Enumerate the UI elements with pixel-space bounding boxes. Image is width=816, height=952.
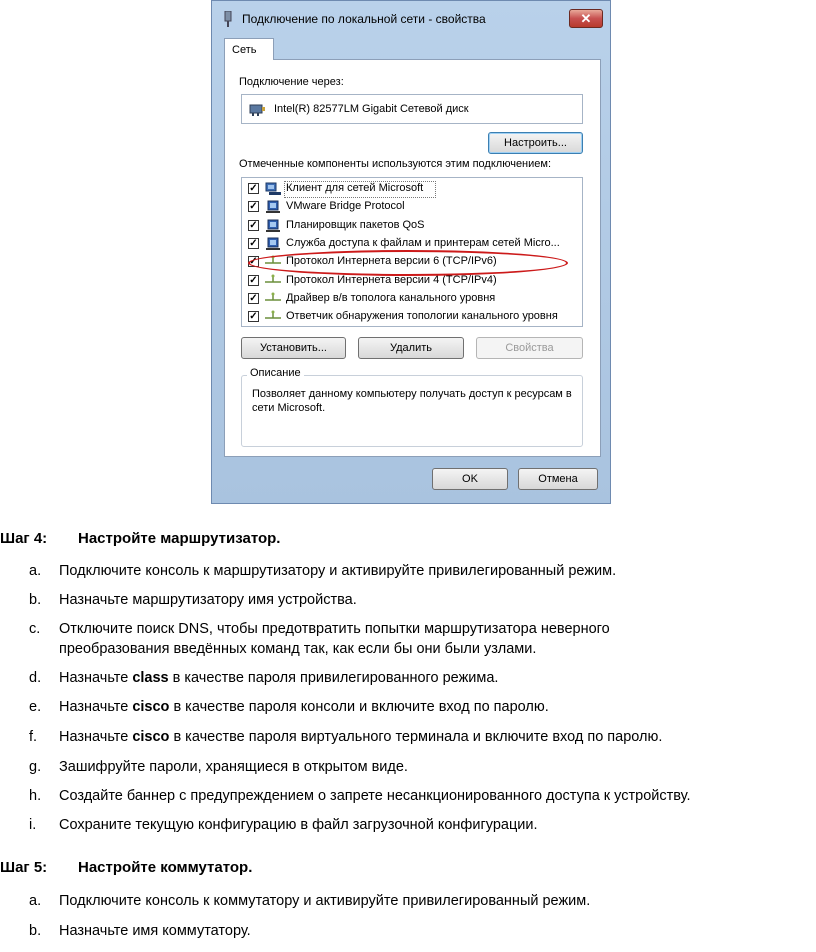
text-segment: Назначьте	[59, 670, 133, 686]
component-checkbox[interactable]: ✓	[249, 237, 258, 249]
list-text	[59, 757, 408, 777]
bold-term: cisco	[132, 699, 170, 715]
list-text	[59, 727, 662, 747]
configure-button[interactable]: Настроить...	[488, 132, 583, 154]
list-text	[59, 668, 498, 688]
step-4-heading	[0, 530, 280, 547]
component-checkbox[interactable]: ✓	[249, 274, 258, 286]
text-line: Отключите поиск DNS, чтобы предотвратить попытки маршрутизатора неверного	[59, 621, 610, 637]
network-adapter-icon	[248, 101, 266, 117]
list-marker: f.	[29, 729, 38, 745]
text-line: Создайте баннер с предупреждением о запрете несанкционированного доступа к устройству.	[59, 788, 691, 804]
description-text: Позволяет данному компьютеру получать доступ к ресурсам в сети Microsoft.	[252, 388, 572, 414]
bold-term: class	[132, 670, 169, 686]
component-checkbox[interactable]: ✓	[249, 201, 258, 213]
components-label: Отмеченные компоненты используются этим подключением:	[239, 158, 552, 170]
component-label: Ответчик обнаружения топологии канального уровня	[286, 310, 558, 323]
adapter-box	[241, 94, 583, 124]
step-number: Шаг 5:	[0, 859, 48, 876]
component-item[interactable]	[242, 290, 582, 308]
text-segment: в качестве пароля привилегированного режима.	[168, 670, 499, 686]
protocol-icon	[265, 274, 281, 288]
list-text	[59, 697, 549, 717]
step-title: Настройте маршрутизатор.	[78, 530, 281, 547]
component-checkbox[interactable]: ✓	[249, 292, 258, 304]
component-item[interactable]	[242, 308, 582, 326]
network-tab-panel	[224, 59, 601, 457]
close-button[interactable]: ✕	[569, 9, 603, 28]
protocol-icon	[265, 292, 281, 306]
text-segment: Назначьте	[59, 729, 133, 745]
component-checkbox[interactable]: ✓	[249, 311, 258, 323]
text-line: Назначьте имя коммутатору.	[59, 923, 251, 939]
text-segment: в качестве пароля консоли и включите вход по паролю.	[169, 699, 549, 715]
component-label: Служба доступа к файлам и принтерам сетей Micro...	[286, 236, 560, 249]
step-number: Шаг 4:	[0, 530, 48, 547]
component-item[interactable]	[242, 198, 582, 216]
component-label: Клиент для сетей Microsoft	[286, 182, 424, 194]
text-segment: Назначьте	[59, 699, 133, 715]
network-service-icon	[265, 200, 281, 214]
dialog-title: Подключение по локальной сети - свойства	[242, 12, 486, 26]
component-label: Драйвер в/в тополога канального уровня	[286, 291, 496, 304]
component-label: Протокол Интернета версии 6 (TCP/IPv6)	[286, 255, 497, 268]
network-adapter-icon	[222, 11, 234, 27]
list-text	[59, 590, 357, 610]
ok-button[interactable]: OK	[432, 468, 508, 490]
component-checkbox[interactable]: ✓	[249, 183, 258, 194]
list-marker: e.	[29, 699, 42, 715]
list-marker: c.	[29, 621, 41, 637]
properties-button[interactable]: Свойства	[476, 337, 583, 359]
highlight-annotation	[248, 250, 568, 276]
text-line: Подключите консоль к маршрутизатору и активируйте привилегированный режим.	[59, 563, 617, 579]
list-text	[59, 786, 691, 806]
adapter-name: Intel(R) 82577LM Gigabit Сетевой диск	[274, 103, 469, 115]
remove-button[interactable]: Удалить	[358, 337, 464, 359]
network-service-icon	[265, 219, 281, 233]
network-service-icon	[265, 237, 281, 251]
list-marker: b.	[29, 592, 42, 608]
component-checkbox[interactable]: ✓	[249, 219, 258, 231]
step-title: Настройте коммутатор.	[78, 859, 253, 876]
component-item[interactable]	[242, 180, 582, 198]
component-label: Протокол Интернета версии 4 (TCP/IPv4)	[286, 273, 497, 286]
text-segment: в качестве пароля виртуального терминала и включите вход по паролю.	[169, 729, 663, 745]
cancel-button[interactable]: Отмена	[518, 468, 598, 490]
list-marker: i.	[29, 817, 37, 833]
protocol-icon	[265, 310, 281, 324]
text-line: Назначьте маршрутизатору имя устройства.	[59, 592, 357, 608]
component-checkbox[interactable]: ✓	[249, 256, 258, 268]
list-marker: b.	[29, 923, 42, 939]
step-5-heading	[0, 859, 252, 876]
list-marker: g.	[29, 759, 42, 775]
text-line: Зашифруйте пароли, хранящиеся в открытом виде.	[59, 759, 408, 775]
connect-via-label: Подключение через:	[239, 76, 344, 88]
list-marker: a.	[29, 563, 42, 579]
title-bar[interactable]	[212, 1, 610, 35]
list-text	[59, 619, 610, 659]
list-marker: h.	[29, 788, 42, 804]
text-line: Сохраните текущую конфигурацию в файл загрузочной конфигурации.	[59, 817, 538, 833]
properties-dialog	[211, 0, 611, 504]
component-label: VMware Bridge Protocol	[286, 200, 405, 213]
component-item[interactable]	[242, 217, 582, 235]
focus-outline	[284, 181, 436, 198]
list-text	[59, 921, 251, 941]
component-label: Планировщик пакетов QoS	[286, 218, 425, 231]
list-text	[59, 891, 590, 911]
network-client-icon	[265, 182, 281, 196]
list-text	[59, 561, 616, 581]
text-line: преобразования введённых команд так, как если бы они были узлами.	[59, 641, 537, 657]
list-marker: a.	[29, 893, 42, 909]
description-title: Описание	[247, 367, 304, 379]
list-marker: d.	[29, 670, 42, 686]
bold-term: cisco	[132, 729, 170, 745]
list-text	[59, 815, 538, 835]
install-button[interactable]: Установить...	[241, 337, 346, 359]
tab-network[interactable]: Сеть	[224, 38, 274, 60]
text-line: Подключите консоль к коммутатору и активируйте привилегированный режим.	[59, 893, 591, 909]
